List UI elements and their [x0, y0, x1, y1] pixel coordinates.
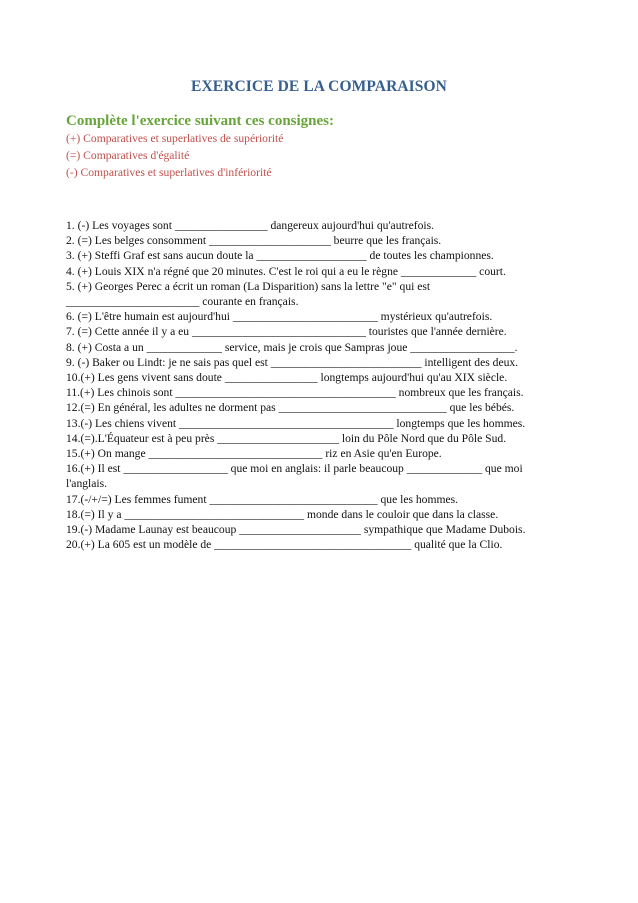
exercise-line: 10.(+) Les gens vivent sans doute ________________ longtemps aujourd'hui qu'au XIX siècle.: [66, 371, 508, 385]
exercise-line: 6. (=) L'être humain est aujourd'hui _________________________ mystérieux qu'autrefois.: [66, 310, 493, 324]
exercise-line: 5. (+) Georges Perec a écrit un roman (La Disparition) sans la lettre "e" qui est: [66, 279, 431, 293]
exercise-line: 18.(=) Il y a _______________________________ monde dans le couloir que dans la classe.: [66, 507, 499, 521]
exercise-line: 3. (+) Steffi Graf est sans aucun doute la ___________________ de toutes les championnes.: [66, 249, 494, 263]
exercise-line: 9. (-) Baker ou Lindt: je ne sais pas quel est __________________________ intelligent des deux.: [66, 355, 519, 369]
exercise-line: 17.(-/+/=) Les femmes fument _____________________________ que les hommes.: [66, 492, 459, 506]
exercise-line: 7. (=) Cette année il y a eu ______________________________ touristes que l'année dernière.: [66, 325, 507, 339]
exercise-line: 13.(-) Les chiens vivent _____________________________________ longtemps que les hommes.: [66, 416, 526, 430]
exercise-line: 11.(+) Les chinois sont ______________________________________ nombreux que les français.: [66, 386, 524, 400]
instruction-superiority: (+) Comparatives et superlatives de supériorité: [66, 132, 284, 145]
exercise-line: 8. (+) Costa a un _____________ service, mais je crois que Sampras joue __________________.: [66, 340, 518, 354]
worksheet-title: EXERCICE DE LA COMPARAISON: [191, 78, 447, 95]
exercise-line: _______________________ courante en français.: [66, 295, 299, 309]
exercise-line: 14.(=).L'Équateur est à peu près _____________________ loin du Pôle Nord que du Pôle Sud.: [66, 431, 507, 445]
instruction-equality: (=) Comparatives d'égalité: [66, 149, 190, 162]
exercise-line: 12.(=) En général, les adultes ne dorment pas _____________________________ que les bébés.: [66, 401, 515, 415]
instruction-inferiority: (-) Comparatives et superlatives d'infériorité: [66, 166, 272, 179]
exercise-line: l'anglais.: [66, 477, 108, 491]
exercise-list: [66, 218, 586, 552]
instructions-heading: Complète l'exercice suivant ces consignes:: [66, 113, 335, 129]
exercise-line: 19.(-) Madame Launay est beaucoup _____________________ sympathique que Madame Dubois.: [66, 523, 526, 537]
exercise-line: 2. (=) Les belges consomment _____________________ beurre que les français.: [66, 234, 442, 248]
exercise-line: 20.(+) La 605 est un modèle de __________________________________ qualité que la Clio.: [66, 538, 503, 552]
exercise-line: 16.(+) Il est __________________ que moi en anglais: il parle beaucoup _____________ que moi: [66, 462, 523, 476]
exercise-line: 15.(+) On mange ______________________________ riz en Asie qu'en Europe.: [66, 447, 442, 461]
exercise-line: 4. (+) Louis XIX n'a régné que 20 minutes. C'est le roi qui a eu le règne _____________ court.: [66, 264, 506, 278]
exercise-line: 1. (-) Les voyages sont ________________ dangereux aujourd'hui qu'autrefois.: [66, 219, 435, 232]
